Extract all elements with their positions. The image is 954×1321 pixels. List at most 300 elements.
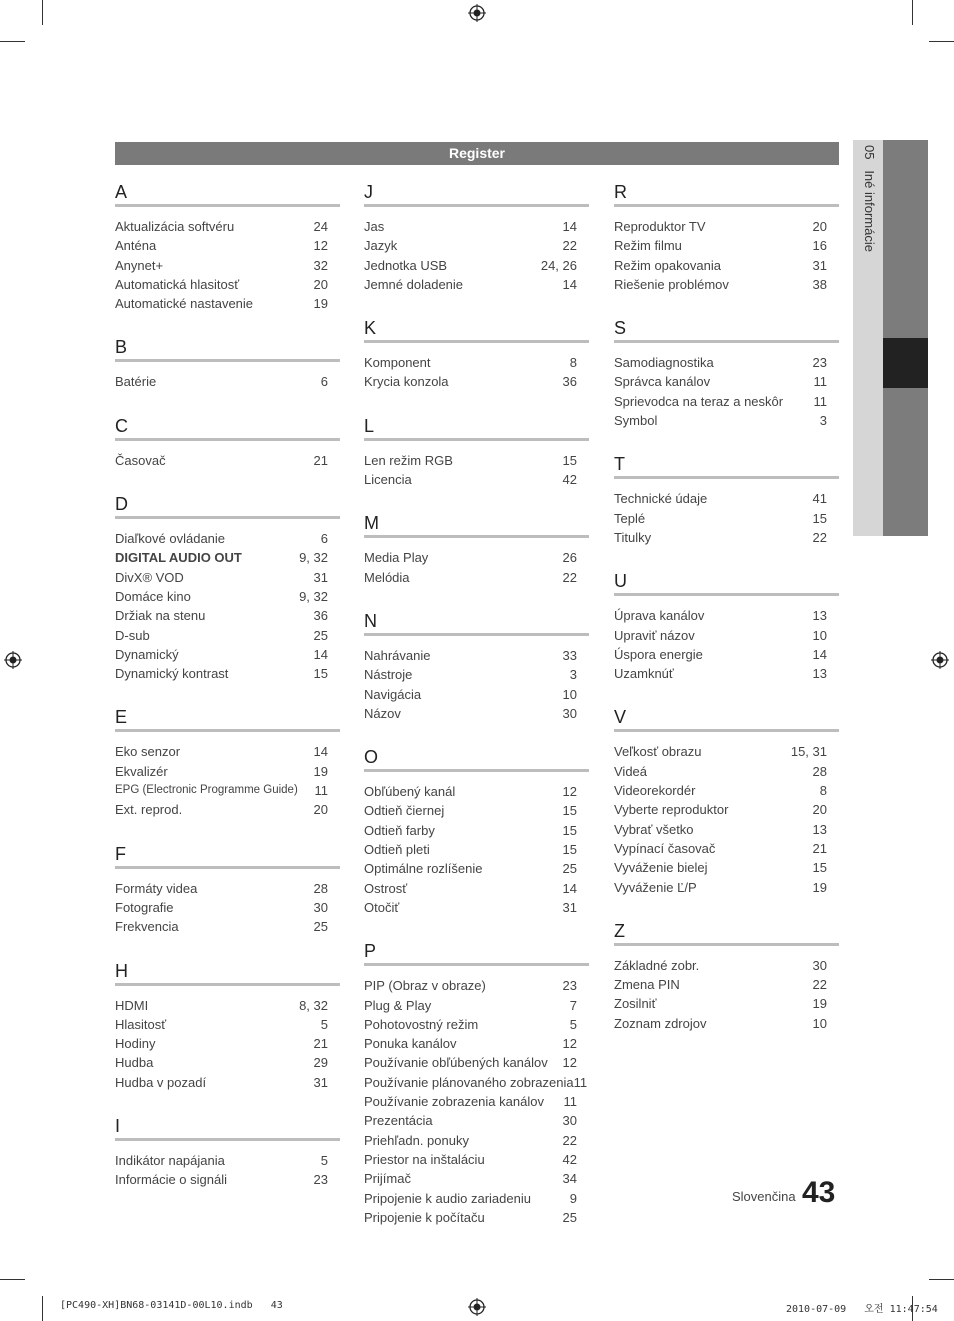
entry-page: 9 <box>569 1190 577 1206</box>
entry-page: 25 <box>313 919 328 935</box>
index-column-3 <box>614 180 839 1033</box>
imprint-file: [PC490-XH]BN68-03141D-00L10.indb 43 <box>60 1300 283 1311</box>
entry-page: 14 <box>313 744 328 760</box>
entry-term: Ponuka kanálov <box>364 1036 457 1052</box>
index-entry <box>614 800 839 819</box>
index-section <box>115 492 340 705</box>
index-entry <box>115 664 340 683</box>
index-entry <box>364 1131 589 1150</box>
entry-page: 5 <box>320 1016 328 1032</box>
footer-language: Slovenčina <box>732 1189 796 1204</box>
index-entry <box>614 489 839 508</box>
registration-mark-icon <box>4 651 22 669</box>
index-entry <box>115 917 340 936</box>
entry-page: 5 <box>569 1016 577 1032</box>
index-entry <box>364 1092 589 1111</box>
page-number: 43 <box>802 1176 836 1209</box>
index-section <box>614 316 839 452</box>
entry-page: 22 <box>562 569 577 585</box>
entry-term: Navigácia <box>364 686 422 702</box>
entry-page: 36 <box>313 608 328 624</box>
entry-page: 14 <box>562 880 577 896</box>
entry-term: Priehľadn. ponuky <box>364 1132 469 1148</box>
entry-page: 21 <box>313 452 328 468</box>
index-entry <box>115 1151 340 1170</box>
entry-page: 10 <box>812 627 827 643</box>
index-entry <box>115 898 340 917</box>
entry-page: 13 <box>812 666 827 682</box>
index-entry <box>364 353 589 372</box>
section-letter: C <box>115 414 340 441</box>
entry-term: Otočiť <box>364 899 400 915</box>
entry-term: Videorekordér <box>614 783 696 799</box>
index-column-2 <box>364 180 589 1227</box>
entry-term: Fotografie <box>115 899 174 915</box>
entry-term: Odtieň farby <box>364 822 435 838</box>
index-entry <box>614 275 839 294</box>
entry-page: 23 <box>812 355 827 371</box>
entry-page: 29 <box>313 1055 328 1071</box>
entry-page: 15 <box>812 510 827 526</box>
entry-page: 25 <box>562 861 577 877</box>
index-entry <box>364 704 589 723</box>
entry-page: 15, 31 <box>790 744 827 760</box>
section-letter: O <box>364 745 589 772</box>
entry-page: 12 <box>562 1036 577 1052</box>
entry-page: 9, 32 <box>299 550 328 566</box>
index-entry <box>364 568 589 587</box>
entry-term: Ekvalizér <box>115 763 168 779</box>
index-entry <box>614 762 839 781</box>
entry-term: Jemné doladenie <box>364 276 464 292</box>
entry-term: Symbol <box>614 413 658 429</box>
crop-mark <box>929 1279 954 1280</box>
index-entry <box>614 956 839 975</box>
index-entry <box>614 528 839 547</box>
entry-term: Názov <box>364 705 401 721</box>
entry-page: 15 <box>812 860 827 876</box>
index-entry <box>115 275 340 294</box>
index-section <box>364 939 589 1227</box>
index-entry <box>364 217 589 236</box>
index-entry <box>364 646 589 665</box>
index-entry <box>614 626 839 645</box>
section-letter: U <box>614 569 839 596</box>
entry-page: 3 <box>819 413 827 429</box>
index-entry <box>115 1073 340 1092</box>
crop-mark <box>42 1296 43 1321</box>
index-section <box>614 919 839 1033</box>
entry-page: 20 <box>313 276 328 292</box>
entry-page: 22 <box>812 529 827 545</box>
entry-page: 14 <box>313 646 328 662</box>
section-letter: M <box>364 511 589 538</box>
index-entry <box>364 1169 589 1188</box>
index-entry <box>614 858 839 877</box>
index-entry <box>364 1015 589 1034</box>
index-entry <box>364 976 589 995</box>
index-entry <box>115 587 340 606</box>
entry-page: 10 <box>562 686 577 702</box>
entry-page: 8 <box>819 783 827 799</box>
index-section <box>364 316 589 414</box>
index-entry <box>115 879 340 898</box>
index-entry <box>614 411 839 430</box>
entry-page: 20 <box>812 219 827 234</box>
index-entry <box>614 781 839 800</box>
section-letter: H <box>115 959 340 986</box>
index-entry <box>364 256 589 275</box>
entry-page: 13 <box>812 821 827 837</box>
entry-term: Batérie <box>115 374 157 390</box>
entry-term: Nahrávanie <box>364 647 431 663</box>
entry-term: Upraviť názov <box>614 627 695 643</box>
entry-page: 22 <box>812 977 827 993</box>
index-entry <box>614 392 839 411</box>
entry-page: 11 <box>813 374 827 390</box>
index-entry <box>614 606 839 625</box>
entry-term: Používanie obľúbených kanálov <box>364 1055 548 1071</box>
entry-term: PIP (Obraz v obraze) <box>364 978 486 994</box>
entry-term: Melódia <box>364 569 410 585</box>
entry-term: Komponent <box>364 355 431 371</box>
crop-mark <box>912 0 913 25</box>
entry-term: Diaľkové ovládanie <box>115 531 226 547</box>
entry-page: 6 <box>320 374 328 390</box>
entry-term: Samodiagnostika <box>614 355 714 371</box>
chapter-number: 05 <box>862 145 877 160</box>
section-letter: F <box>115 842 340 869</box>
index-section <box>364 180 589 316</box>
section-letter: A <box>115 180 340 207</box>
registration-mark-icon <box>468 4 486 22</box>
index-column-1 <box>115 180 340 1190</box>
entry-term: Používanie plánovaného zobrazenia <box>364 1074 574 1090</box>
entry-page: 12 <box>313 238 328 254</box>
section-letter: J <box>364 180 589 207</box>
index-section <box>614 705 839 918</box>
entry-term: Jednotka USB <box>364 257 448 273</box>
index-entry <box>115 451 340 470</box>
entry-page: 36 <box>562 374 577 390</box>
entry-term: Reproduktor TV <box>614 219 706 234</box>
index-entry <box>614 509 839 528</box>
index-entry <box>115 1034 340 1053</box>
entry-term: Len režim RGB <box>364 452 453 468</box>
entry-page: 11 <box>573 1074 588 1090</box>
chapter-tab-active <box>883 338 928 388</box>
entry-term: Obľúbený kanál <box>364 784 456 800</box>
entry-page: 15 <box>562 822 577 838</box>
index-entry <box>115 781 340 800</box>
crop-mark <box>0 41 25 42</box>
index-entry <box>614 839 839 858</box>
entry-page: 31 <box>313 569 328 585</box>
entry-term: Prezentácia <box>364 1113 433 1129</box>
index-entry <box>115 294 340 313</box>
index-entry <box>364 1111 589 1130</box>
entry-page: 21 <box>812 840 827 856</box>
index-section <box>115 335 340 413</box>
index-section <box>364 414 589 512</box>
entry-page: 34 <box>562 1171 577 1187</box>
entry-term: Pohotovostný režim <box>364 1016 479 1032</box>
index-entry <box>115 800 340 819</box>
registration-mark-icon <box>931 651 949 669</box>
entry-term: Licencia <box>364 472 412 488</box>
entry-page: 11 <box>563 1094 577 1110</box>
index-entry <box>364 821 589 840</box>
entry-term: Zosilniť <box>614 996 657 1012</box>
entry-page: 15 <box>562 842 577 858</box>
index-entry <box>364 859 589 878</box>
index-entry <box>364 801 589 820</box>
entry-term: Hodiny <box>115 1036 156 1052</box>
index-section <box>115 1114 340 1190</box>
entry-page: 33 <box>562 647 577 663</box>
entry-page: 19 <box>812 879 827 895</box>
entry-term: Vyváženie Ľ/P <box>614 879 697 895</box>
section-letter: B <box>115 335 340 362</box>
index-entry <box>115 762 340 781</box>
entry-term: Hudba v pozadí <box>115 1074 207 1090</box>
index-section <box>364 511 589 609</box>
entry-page: 31 <box>313 1074 328 1090</box>
section-letter: E <box>115 705 340 732</box>
entry-page: 14 <box>562 276 577 292</box>
entry-page: 11 <box>314 783 328 799</box>
entry-term: Dynamický <box>115 646 179 662</box>
entry-page: 22 <box>562 1132 577 1148</box>
index-entry <box>614 256 839 275</box>
entry-page: 13 <box>812 608 827 624</box>
entry-page: 7 <box>569 997 577 1013</box>
entry-page: 38 <box>812 276 827 292</box>
entry-page: 30 <box>812 957 827 973</box>
entry-page: 26 <box>562 550 577 566</box>
entry-term: HDMI <box>115 997 149 1013</box>
section-letter: L <box>364 414 589 441</box>
chapter-label <box>857 145 877 445</box>
entry-term: Používanie zobrazenia kanálov <box>364 1094 544 1110</box>
entry-term: Anynet+ <box>115 257 164 273</box>
entry-term: Videá <box>614 763 648 779</box>
index-entry <box>115 372 340 391</box>
index-entry <box>614 236 839 255</box>
index-entry <box>364 840 589 859</box>
entry-page: 30 <box>313 899 328 915</box>
entry-term: Automatické nastavenie <box>115 296 254 312</box>
index-entry <box>115 996 340 1015</box>
entry-term: Priestor na inštaláciu <box>364 1151 485 1167</box>
entry-page: 23 <box>313 1172 328 1188</box>
entry-term: Dynamický kontrast <box>115 666 229 682</box>
entry-term: EPG (Electronic Programme Guide) <box>115 784 298 797</box>
index-entry <box>364 1208 589 1227</box>
entry-term: Technické údaje <box>614 491 708 507</box>
index-entry <box>364 685 589 704</box>
entry-page: 30 <box>562 705 577 721</box>
section-letter: T <box>614 452 839 479</box>
index-entry <box>614 353 839 372</box>
index-entry <box>364 1189 589 1208</box>
index-entry <box>614 1014 839 1033</box>
section-letter: D <box>115 492 340 519</box>
entry-page: 3 <box>569 667 577 683</box>
entry-term: Riešenie problémov <box>614 276 729 292</box>
entry-page: 28 <box>812 763 827 779</box>
index-entry <box>364 1034 589 1053</box>
index-entry <box>614 742 839 761</box>
entry-page: 16 <box>812 238 827 254</box>
entry-term: Držiak na stenu <box>115 608 206 624</box>
index-entry <box>364 996 589 1015</box>
index-entry <box>364 1150 589 1169</box>
entry-page: 25 <box>562 1209 577 1225</box>
entry-page: 8, 32 <box>299 997 328 1013</box>
entry-page: 15 <box>562 803 577 819</box>
entry-page: 32 <box>313 257 328 273</box>
index-section <box>364 609 589 745</box>
index-entry <box>364 451 589 470</box>
entry-term: Hudba <box>115 1055 154 1071</box>
index-entry <box>364 898 589 917</box>
entry-term: Odtieň pleti <box>364 842 430 858</box>
entry-term: D-sub <box>115 627 150 643</box>
entry-term: Optimálne rozlíšenie <box>364 861 483 877</box>
entry-term: Vyberte reproduktor <box>614 802 729 818</box>
section-letter: S <box>614 316 839 343</box>
index-entry <box>364 470 589 489</box>
entry-page: 15 <box>313 666 328 682</box>
section-letter: P <box>364 939 589 966</box>
section-letter: V <box>614 705 839 732</box>
index-entry <box>115 1170 340 1189</box>
entry-term: Veľkosť obrazu <box>614 744 702 760</box>
crop-mark <box>929 41 954 42</box>
entry-page: 25 <box>313 627 328 643</box>
index-section <box>115 705 340 841</box>
entry-page: 31 <box>812 257 827 273</box>
entry-term: Informácie o signáli <box>115 1172 227 1188</box>
index-entry <box>115 606 340 625</box>
index-entry <box>614 645 839 664</box>
section-letter: Z <box>614 919 839 946</box>
entry-page: 14 <box>812 646 827 662</box>
entry-term: Ext. reprod. <box>115 802 183 818</box>
entry-term: Prijímač <box>364 1171 411 1187</box>
entry-page: 8 <box>569 355 577 371</box>
index-section <box>614 180 839 316</box>
entry-term: Sprievodca na teraz a neskôr <box>614 393 784 409</box>
entry-term: Vyváženie bielej <box>614 860 708 876</box>
entry-page: 28 <box>313 880 328 896</box>
section-letter: K <box>364 316 589 343</box>
index-entry <box>115 256 340 275</box>
index-entry <box>614 820 839 839</box>
index-entry <box>614 217 839 236</box>
entry-page: 20 <box>812 802 827 818</box>
entry-page: 24, 26 <box>540 257 577 273</box>
section-letter: N <box>364 609 589 636</box>
entry-page: 11 <box>813 393 827 409</box>
entry-page: 21 <box>313 1036 328 1052</box>
chapter-title: Iné informácie <box>862 170 877 252</box>
entry-term: Pripojenie k audio zariadeniu <box>364 1190 531 1206</box>
entry-term: DivX® VOD <box>115 569 184 585</box>
index-section <box>614 452 839 569</box>
index-section <box>364 745 589 939</box>
index-entry <box>364 665 589 684</box>
index-entry <box>115 1053 340 1072</box>
entry-page: 6 <box>320 531 328 547</box>
index-entry <box>115 548 340 567</box>
entry-term: Uzamknúť <box>614 666 674 682</box>
entry-page: 9, 32 <box>299 588 328 604</box>
entry-term: Media Play <box>364 550 429 566</box>
entry-page: 10 <box>812 1015 827 1031</box>
entry-page: 20 <box>313 802 328 818</box>
entry-page: 42 <box>562 1151 577 1167</box>
index-entry <box>364 1073 589 1092</box>
entry-term: Frekvencia <box>115 919 179 935</box>
entry-term: Titulky <box>614 529 652 545</box>
entry-term: Indikátor napájania <box>115 1153 225 1169</box>
entry-term: DIGITAL AUDIO OUT <box>115 550 242 566</box>
entry-page: 30 <box>562 1113 577 1129</box>
entry-term: Vybrať všetko <box>614 821 694 837</box>
entry-term: Domáce kino <box>115 588 191 604</box>
entry-term: Vypínací časovač <box>614 840 716 856</box>
entry-term: Zoznam zdrojov <box>614 1015 707 1031</box>
entry-term: Plug & Play <box>364 997 432 1013</box>
entry-term: Základné zobr. <box>614 957 700 973</box>
entry-term: Hlasitosť <box>115 1016 167 1032</box>
entry-term: Ostrosť <box>364 880 408 896</box>
index-entry <box>364 879 589 898</box>
entry-page: 14 <box>562 219 577 234</box>
entry-page: 5 <box>320 1153 328 1169</box>
entry-term: Jazyk <box>364 238 398 254</box>
index-entry <box>614 994 839 1013</box>
entry-page: 19 <box>313 763 328 779</box>
page-title: Register <box>115 142 839 165</box>
crop-mark <box>42 0 43 25</box>
entry-term: Režim opakovania <box>614 257 721 273</box>
entry-page: 22 <box>562 238 577 254</box>
index-section <box>115 959 340 1114</box>
entry-term: Časovač <box>115 452 166 468</box>
index-entry <box>614 878 839 897</box>
imprint-date: 2010-07-09 오전 11:47:54 <box>786 1304 938 1315</box>
entry-term: Režim filmu <box>614 238 682 254</box>
entry-page: 12 <box>562 784 577 800</box>
index-entry <box>364 275 589 294</box>
entry-term: Úspora energie <box>614 646 703 662</box>
index-section <box>115 180 340 335</box>
index-entry <box>364 548 589 567</box>
index-entry <box>364 236 589 255</box>
index-section <box>614 569 839 705</box>
registration-mark-icon <box>468 1298 486 1316</box>
entry-page: 31 <box>562 899 577 915</box>
entry-page: 42 <box>562 472 577 488</box>
section-letter: R <box>614 180 839 207</box>
entry-term: Zmena PIN <box>614 977 680 993</box>
entry-term: Automatická hlasitosť <box>115 276 240 292</box>
index-entry <box>115 645 340 664</box>
index-entry <box>614 975 839 994</box>
